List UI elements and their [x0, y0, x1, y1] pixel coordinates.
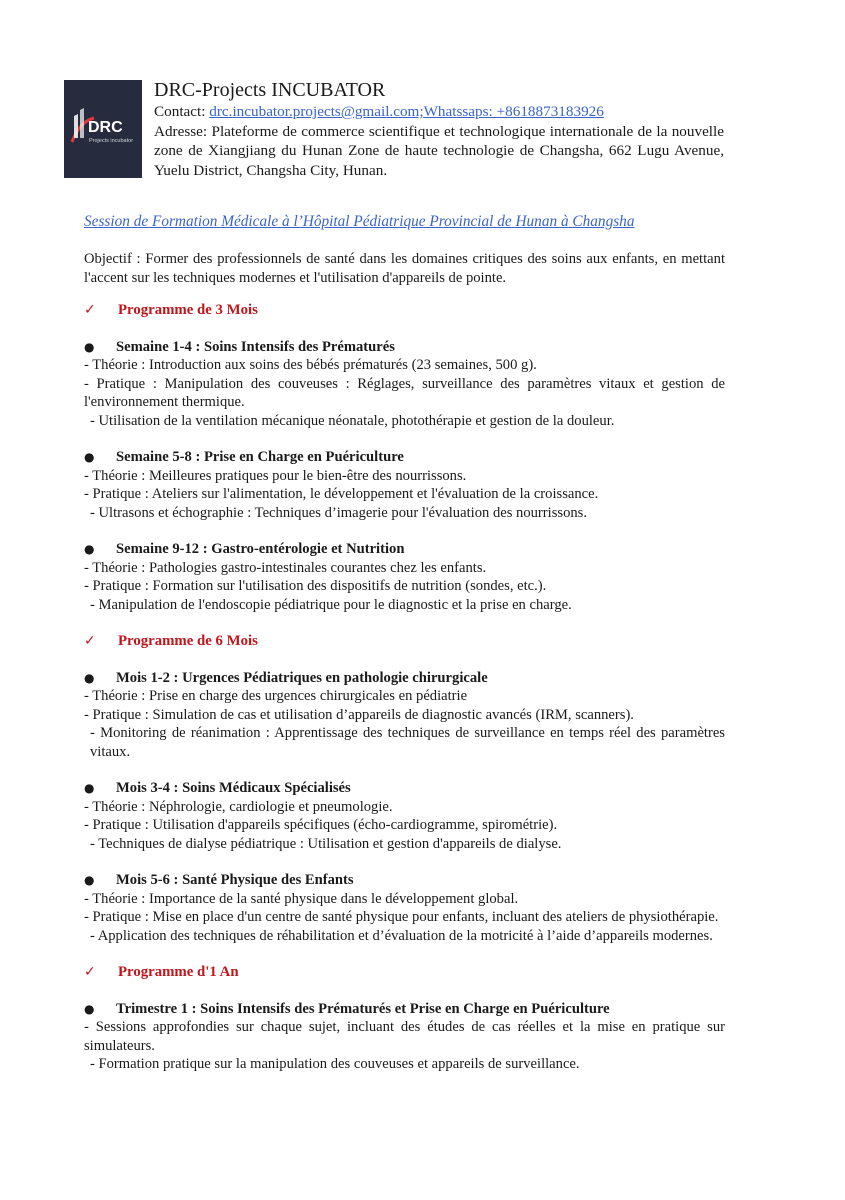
- bullet-icon: ●: [84, 339, 95, 354]
- section-item: - Théorie : Néphrologie, cardiologie et pneumologie.: [84, 798, 393, 815]
- program-title: Programme d'1 An: [118, 964, 239, 980]
- contact-line: [154, 102, 724, 122]
- bullet-icon: ●: [84, 670, 95, 685]
- bullet-icon: ●: [84, 542, 95, 556]
- contact-label: Contact:: [154, 103, 210, 120]
- section-heading: [84, 1000, 725, 1019]
- section-item: - Théorie : Introduction aux soins des bébés prématurés (23 semaines, 500 g).: [84, 357, 537, 373]
- org-title: DRC-Projects INCUBATOR: [154, 79, 386, 101]
- section-heading: [84, 448, 725, 467]
- contact-whatsapp-link[interactable]: Whatssaps: +8618873183926: [423, 103, 604, 120]
- section-heading: [84, 338, 725, 357]
- section-item: - Pratique : Manipulation des couveuses : Réglages, surveillance des paramètres vitaux et gestion de l'environnement thermique.: [84, 375, 725, 410]
- section-item: - Théorie : Pathologies gastro-intestinales courantes chez les enfants.: [84, 559, 487, 576]
- section-item: - Théorie : Prise en charge des urgences chirurgicales en pédiatrie: [84, 688, 468, 704]
- section-heading: [84, 779, 725, 798]
- section-item: - Pratique : Utilisation d'appareils spécifiques (écho-cardiogramme, spirométrie).: [84, 817, 558, 833]
- section-item: - Ultrasons et échographie : Techniques d’imagerie pour l'évaluation des nourrissons.: [90, 504, 587, 521]
- section-item: - Techniques de dialyse pédiatrique : Utilisation et gestion d'appareils de dialyse.: [90, 835, 562, 852]
- section-item: - Formation pratique sur la manipulation des couveuses et appareils de surveillance.: [90, 1056, 580, 1072]
- section-heading: [84, 540, 725, 559]
- section-title: Semaine 5-8 : Prise en Charge en Puériculture: [116, 449, 404, 465]
- checkmark-icon: ✓: [84, 302, 96, 318]
- section-item: - Pratique : Mise en place d'un centre de santé physique pour enfants, incluant des ateliers de physiothérapie.: [84, 909, 719, 925]
- section-item: - Monitoring de réanimation : Apprentissage des techniques de surveillance en temps réel des paramètres vitaux.: [90, 725, 725, 760]
- bullet-icon: ●: [84, 1001, 95, 1016]
- program-heading: [84, 963, 725, 982]
- objective: Objectif : Former des professionnels de santé dans les domaines critiques des soins aux enfants, en mettant l'accent sur les techniques modernes et l'utilisation d'appareils de pointe.: [84, 251, 725, 286]
- section-title: Mois 3-4 : Soins Médicaux Spécialisés: [116, 780, 351, 796]
- bullet-icon: ●: [84, 450, 95, 464]
- program-section: [84, 871, 725, 945]
- checkmark-icon: ✓: [84, 964, 96, 980]
- section-title: Mois 5-6 : Santé Physique des Enfants: [116, 872, 354, 888]
- bullet-icon: ●: [84, 781, 95, 795]
- section-title: Trimestre 1 : Soins Intensifs des Prématurés et Prise en Charge en Puériculture: [116, 1000, 610, 1017]
- section-item: - Pratique : Ateliers sur l'alimentation, le développement et l'évaluation de la croissance.: [84, 486, 599, 502]
- section-item: - Théorie : Importance de la santé physique dans le développement global.: [84, 890, 519, 907]
- section-title: Semaine 9-12 : Gastro-entérologie et Nutrition: [116, 541, 405, 557]
- program-section: [84, 669, 725, 762]
- program-section: [84, 779, 725, 853]
- program-section: [84, 540, 725, 614]
- logo-subtext: Projects incubator: [89, 138, 134, 144]
- section-heading: [84, 669, 725, 688]
- program-title: Programme de 3 Mois: [118, 302, 258, 318]
- section-title: Semaine 1-4 : Soins Intensifs des Prématurés: [116, 338, 395, 355]
- section-item: - Manipulation de l'endoscopie pédiatrique pour le diagnostic et la prise en charge.: [90, 596, 572, 613]
- building-logo-icon: [64, 80, 142, 178]
- program-section: [84, 338, 725, 431]
- address: Adresse: Plateforme de commerce scientifique et technologique internationale de la nouvelle zone de Xiangjiang du Hunan Zone de haute technologie de Changsha, 662 Lugu Avenue, Yuelu District, Changsha City, Hunan.: [154, 122, 724, 179]
- contact-email-link[interactable]: drc.incubator.projects@gmail.com;: [209, 103, 424, 120]
- section-item: - Pratique : Simulation de cas et utilisation d’appareils de diagnostic avancés (IRM, scanners).: [84, 706, 634, 723]
- letterhead: [154, 78, 724, 180]
- program-section: [84, 448, 725, 522]
- program-heading: [84, 632, 725, 651]
- session-title[interactable]: Session de Formation Médicale à l’Hôpital Pédiatrique Provincial de Hunan à Changsha: [84, 213, 635, 230]
- section-title: Mois 1-2 : Urgences Pédiatriques en pathologie chirurgicale: [116, 669, 488, 686]
- programs-list: [84, 301, 725, 1074]
- section-item: - Application des techniques de réhabilitation et d’évaluation de la motricité à l’aide d’appareils modernes.: [90, 927, 713, 944]
- program-title: Programme de 6 Mois: [118, 633, 258, 649]
- program-section: [84, 1000, 725, 1074]
- section-heading: [84, 871, 725, 890]
- bullet-icon: ●: [84, 873, 95, 887]
- program-heading: [84, 301, 725, 320]
- section-item: - Pratique : Formation sur l'utilisation des dispositifs de nutrition (sondes, etc.).: [84, 578, 547, 594]
- document-body: [84, 212, 725, 1092]
- section-item: - Théorie : Meilleures pratiques pour le bien-être des nourrissons.: [84, 467, 467, 484]
- section-item: - Sessions approfondies sur chaque sujet, incluant des études de cas réelles et la mise en pratique sur simulateurs.: [84, 1019, 725, 1054]
- section-item: - Utilisation de la ventilation mécanique néonatale, photothérapie et gestion de la douleur.: [90, 412, 615, 429]
- logo-text: DRC: [88, 119, 123, 136]
- checkmark-icon: ✓: [84, 633, 96, 649]
- drc-logo: [64, 80, 142, 178]
